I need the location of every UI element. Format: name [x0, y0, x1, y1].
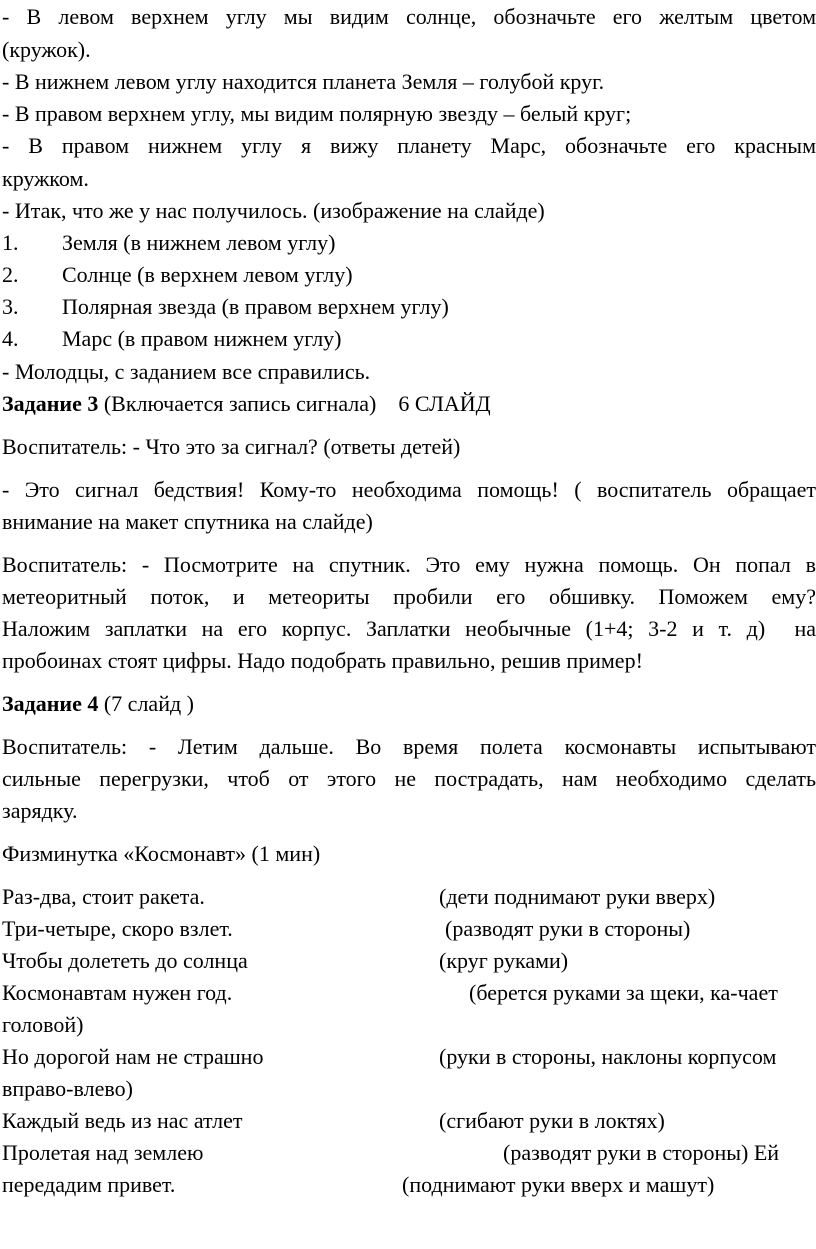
- satellite-line: Наложим заплатки на его корпус. Заплатки необычные (1+4; 3-2 и т. д) на: [2, 616, 816, 641]
- task3-rest: (Включается запись сигнала) 6 СЛАЙД: [98, 391, 491, 416]
- paragraph-line: - В левом верхнем углу мы видим солнце, обозначьте его желтым цветом: [2, 4, 816, 29]
- paragraph-line: - В правом нижнем углу я вижу планету Марс, обозначьте его красным: [2, 133, 816, 158]
- list-text: Марс (в правом нижнем углу): [62, 326, 342, 351]
- list-item: [2, 262, 816, 288]
- well-done-line: - Молодцы, с заданием все справились.: [2, 359, 371, 384]
- poem-action: (разводят руки в стороны) Ей: [503, 1140, 780, 1165]
- poem-line: [2, 916, 816, 942]
- poem-line: [2, 948, 816, 974]
- list-number: 1.: [2, 230, 19, 255]
- poem-verse: Каждый ведь из нас атлет: [2, 1108, 243, 1133]
- poem-action: (берется руками за щеки, ка-чает: [469, 980, 778, 1005]
- poem-line: [2, 980, 816, 1006]
- task4-rest: (7 слайд ): [98, 691, 194, 716]
- paragraph-line: кружком.: [2, 166, 89, 191]
- paragraph-line: - В нижнем левом углу находится планета Земля – голубой круг.: [2, 69, 605, 94]
- list-item: [2, 230, 816, 256]
- task3-title: Задание 3: [2, 391, 99, 416]
- paragraph-line: - Итак, что же у нас получилось. (изображение на слайде): [2, 198, 545, 223]
- flight-line: зарядку.: [2, 798, 78, 823]
- poem-verse: Но дорогой нам не страшно: [2, 1044, 264, 1069]
- poem-verse: Три-четыре, скоро взлет.: [2, 916, 233, 941]
- fizminutka-title: Физминутка «Космонавт» (1 мин): [2, 841, 321, 866]
- satellite-line: пробоинах стоят цифры. Надо подобрать правильно, решив пример!: [2, 648, 643, 673]
- list-number: 2.: [2, 262, 19, 287]
- list-item: [2, 294, 816, 320]
- task4-heading: [2, 691, 816, 717]
- paragraph-line: (кружок).: [2, 37, 91, 62]
- distress-line: внимание на макет спутника на слайде): [2, 509, 373, 534]
- poem-line: [2, 1044, 816, 1070]
- flight-line: Воспитатель: - Летим дальше. Во время полета космонавты испытывают: [2, 734, 816, 759]
- list-text: Полярная звезда (в правом верхнем углу): [62, 294, 449, 319]
- poem-action: (круг руками): [439, 948, 569, 973]
- satellite-line: Воспитатель: - Посмотрите на спутник. Это ему нужна помощь. Он попал в: [2, 552, 816, 577]
- flight-line: сильные перегрузки, чтоб от этого не пострадать, нам необходимо сделать: [2, 766, 816, 791]
- poem-verse: Пролетая над землею: [2, 1140, 204, 1165]
- poem-line: [2, 884, 816, 910]
- list-number: 4.: [2, 326, 19, 351]
- paragraph-line: - В правом верхнем углу, мы видим полярную звезду – белый круг;: [2, 101, 632, 126]
- list-number: 3.: [2, 294, 19, 319]
- poem-line: [2, 1076, 816, 1102]
- poem-verse: Космонавтам нужен год.: [2, 980, 233, 1005]
- poem-line: [2, 1012, 816, 1038]
- poem-verse: головой): [2, 1012, 84, 1037]
- poem-action: (разводят руки в стороны): [445, 916, 691, 941]
- poem-verse: Чтобы долететь до солнца: [2, 948, 248, 973]
- poem-line: [2, 1108, 816, 1134]
- poem-verse: передадим привет.: [2, 1172, 176, 1197]
- poem-action: (сгибают руки в локтях): [439, 1108, 665, 1133]
- poem-verse: вправо-влево): [2, 1076, 133, 1101]
- poem-action: (поднимают руки вверх и машут): [402, 1172, 715, 1197]
- task4-title: Задание 4: [2, 691, 99, 716]
- list-item: [2, 326, 816, 352]
- task3-heading: [2, 391, 816, 417]
- poem-verse: Раз-два, стоит ракета.: [2, 884, 205, 909]
- poem-line: [2, 1140, 816, 1166]
- distress-line: - Это сигнал бедствия! Кому-то необходима помощь! ( воспитатель обращает: [2, 477, 816, 502]
- satellite-line: метеоритный поток, и метеориты пробили его обшивку. Поможем ему?: [2, 584, 816, 609]
- poem-line: [2, 1172, 816, 1198]
- list-text: Земля (в нижнем левом углу): [62, 230, 336, 255]
- poem-action: (руки в стороны, наклоны корпусом: [439, 1044, 777, 1069]
- signal-question: Воспитатель: - Что это за сигнал? (ответы детей): [2, 434, 461, 459]
- poem-action: (дети поднимают руки вверх): [439, 884, 716, 909]
- list-text: Солнце (в верхнем левом углу): [62, 262, 353, 287]
